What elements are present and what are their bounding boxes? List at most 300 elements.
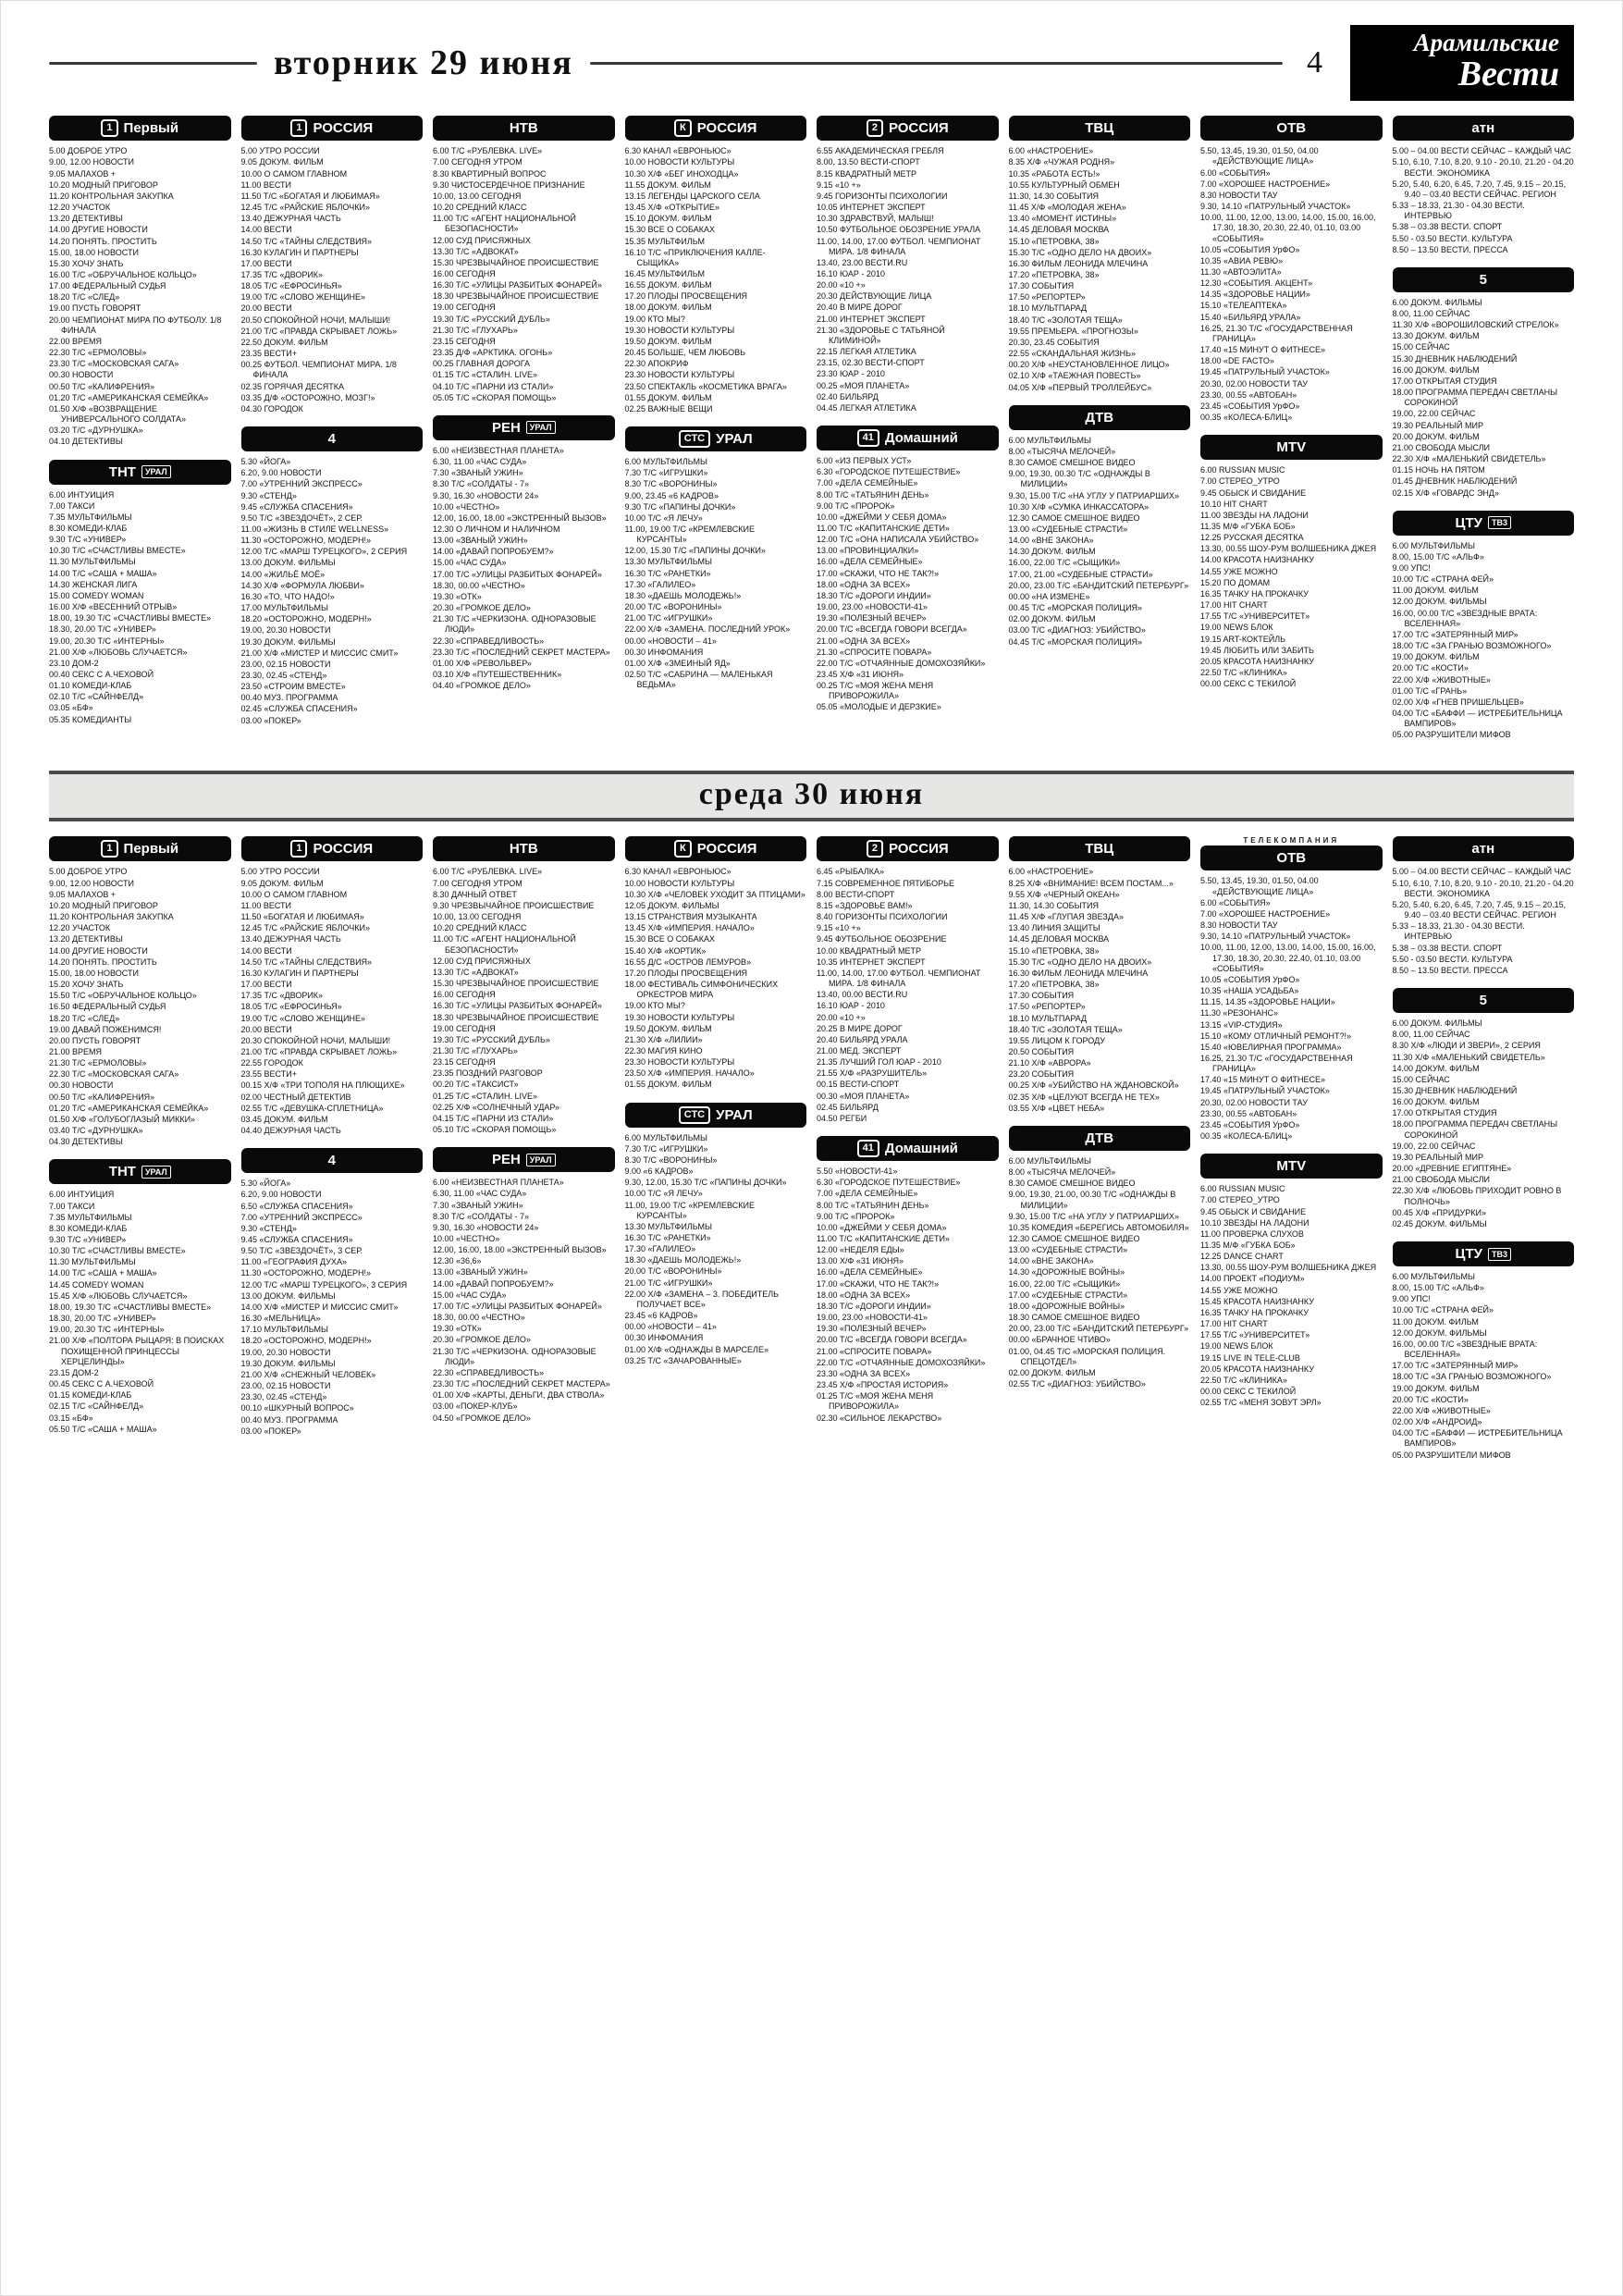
program-line: 10.00 Т/С «СТРАНА ФЕЙ» xyxy=(1392,574,1494,585)
program-line: 10.00 НОВОСТИ КУЛЬТУРЫ xyxy=(624,157,735,167)
program-line: 12.30 САМОЕ СМЕШНОЕ ВИДЕО xyxy=(1008,1234,1140,1243)
program-line: 7.00 СТЕРЕО_УТРО xyxy=(1200,1195,1280,1205)
program-line: 8.15 «ЗДОРОВЬЕ ВАМ!» xyxy=(817,900,913,910)
program-line: 12.00 «НЕДЕЛЯ ЕДЫ» xyxy=(817,1245,904,1255)
channel-header xyxy=(49,460,231,485)
program-line: 6.00 «НАСТРОЕНИЕ» xyxy=(1008,867,1094,877)
program-line: 19.00, 20.30 Т/С «ИНТЕРНЫ» xyxy=(49,1325,165,1335)
channel-header xyxy=(433,116,615,141)
program-line: 17.35 Т/С «ДВОРИК» xyxy=(240,270,324,279)
program-line: 14.00 ДРУГИЕ НОВОСТИ xyxy=(49,225,148,235)
program-line: 13.20 ДЕТЕКТИВЫ xyxy=(49,934,123,944)
program-line: 9.30 ЧРЕЗВЫЧАЙНОЕ ПРОИСШЕСТВИЕ xyxy=(433,900,595,910)
program-line: 23.30 Т/С «ПОСЛЕДНИЙ СЕКРЕТ МАСТЕРА» xyxy=(433,647,610,657)
program-line: 02.45 БИЛЬЯРД xyxy=(817,1102,879,1112)
channel-section xyxy=(1200,836,1383,1142)
program-line: 00.45 СЕКС С А.ЧЕХОВОЙ xyxy=(49,1379,154,1389)
program-line: 9.30, 16.30 «НОВОСТИ 24» xyxy=(433,1222,539,1232)
program-line: 04.50 РЕГБИ xyxy=(817,1113,867,1123)
program-line: 12.20 УЧАСТОК xyxy=(49,203,111,213)
program-line: 21.30 Т/С «ГЛУХАРЬ» xyxy=(433,1045,518,1055)
program-line: 12.00, 16.00, 18.00 «ЭКСТРЕННЫЙ ВЫЗОВ» xyxy=(433,1245,607,1255)
program-line: 05.00 РАЗРУШИТЕЛИ МИФОВ xyxy=(1392,1450,1511,1460)
program-line: 15.20 ПО ДОМАМ xyxy=(1200,577,1271,587)
program-line: 6.00 RUSSIAN MUSIC xyxy=(1200,465,1285,475)
program-line: 18.20 Т/С «СЛЕД» xyxy=(49,1013,120,1023)
program-line: 20.00 Т/С «КОСТИ» xyxy=(1392,663,1469,673)
program-line: 23.35 ВЕСТИ+ xyxy=(240,349,297,359)
program-line: 9.30, 15.00 Т/С «НА УГЛУ У ПАТРИАРШИХ» xyxy=(1008,490,1179,500)
program-line: 00.25 «МОЯ ПЛАНЕТА» xyxy=(817,380,910,390)
program-line: 23.45 «6 КАДРОВ» xyxy=(624,1311,698,1321)
program-line: 18.40 Т/С «ЗОЛОТАЯ ТЕЩА» xyxy=(1008,315,1123,325)
channel-section xyxy=(625,1103,807,1367)
program-line: 23.15, 02.30 ВЕСТИ-СПОРТ xyxy=(817,358,925,368)
program-line: 02.30 «СИЛЬНОЕ ЛЕКАРСТВО» xyxy=(817,1413,942,1423)
program-line: 20.00, 23.00 Т/С «БАНДИТСКИЙ ПЕТЕРБУРГ» xyxy=(1008,1324,1189,1334)
program-line: 12.00, 16.00, 18.00 «ЭКСТРЕННЫЙ ВЫЗОВ» xyxy=(433,512,607,523)
program-line: 20.30, 02.00 НОВОСТИ ТАУ xyxy=(1200,378,1308,389)
program-line: 19.45 «ПАТРУЛЬНЫЙ УЧАСТОК» xyxy=(1200,367,1330,377)
program-line: 17.40 «15 МИНУТ О ФИТНЕСЕ» xyxy=(1200,1075,1326,1085)
program-line: 15.00 СЕЙЧАС xyxy=(1392,342,1450,352)
channel-section xyxy=(1393,116,1575,256)
channel-column xyxy=(1009,836,1191,1472)
program-line: 6.50 «СЛУЖБА СПАСЕНИЯ» xyxy=(240,1201,353,1211)
program-line: 16.00 ДОКУМ. ФИЛЬМ xyxy=(1392,1097,1480,1107)
program-line: 8.00 «ТЫСЯЧА МЕЛОЧЕЙ» xyxy=(1008,1167,1116,1178)
program-line: 13.00 ДОКУМ. ФИЛЬМЫ xyxy=(240,1290,336,1301)
program-line: 9.05 ДОКУМ. ФИЛЬМ xyxy=(240,157,324,167)
program-line: 14.50 Т/С «ТАЙНЫ СЛЕДСТВИЯ» xyxy=(240,957,373,967)
program-line: 01.20 Т/С «АМЕРИКАНСКАЯ СЕМЕЙКА» xyxy=(49,392,209,402)
channel-section xyxy=(241,116,424,415)
program-line: 20.00 Т/С «КОСТИ» xyxy=(1392,1394,1469,1404)
program-line: 5.50 - 03.50 ВЕСТИ. КУЛЬТУРА xyxy=(1392,233,1513,243)
program-line: 17.30 «ГАЛИЛЕО» xyxy=(624,579,696,589)
channel-name: РЕН xyxy=(491,1152,521,1168)
program-line: 9.45 ГОРИЗОНТЫ ПСИХОЛОГИИ xyxy=(817,191,948,201)
program-line: 7.30 «ЗВАНЫЙ УЖИН» xyxy=(433,1200,523,1210)
channel-column xyxy=(49,836,231,1472)
program-line: 11.30, 14.30 СОБЫТИЯ xyxy=(1008,191,1100,201)
program-line: 01.55 ДОКУМ. ФИЛЬМ xyxy=(624,1080,712,1090)
channel-region-badge: УРАЛ xyxy=(526,421,556,434)
program-line: 9.30 Т/С «ПАПИНЫ ДОЧКИ» xyxy=(624,501,736,512)
program-line: 19.00 ДОКУМ. ФИЛЬМ xyxy=(1392,652,1480,662)
program-line: 13.00 Х/Ф «31 ИЮНЯ» xyxy=(817,1256,904,1266)
program-line: 6.00 ИНТУИЦИЯ xyxy=(49,489,115,500)
program-line: 03.00 «ПОКЕР» xyxy=(240,1426,301,1436)
program-line: 01.00 Х/Ф «РЕВОЛЬВЕР» xyxy=(433,658,532,668)
program-line: 22.30 Т/С «МОСКОВСКАЯ САГА» xyxy=(49,1069,179,1080)
program-line: 12.00 Т/С «МАРШ ТУРЕЦКОГО», 2 СЕРИЯ xyxy=(240,547,408,557)
program-line: 22.30 МАГИЯ КИНО xyxy=(624,1045,703,1055)
program-line: 18.30, 00.00 «ЧЕСТНО» xyxy=(433,580,525,590)
program-line: 16.00 Т/С «ОБРУЧАЛЬНОЕ КОЛЬЦО» xyxy=(49,270,197,279)
program-line: 16.10 ЮАР - 2010 xyxy=(817,269,885,278)
channel-header xyxy=(1200,116,1383,141)
program-line: 9.55 Х/Ф «ЧЕРНЫЙ ОКЕАН» xyxy=(1008,889,1120,899)
program-line: 03.10 Х/Ф «ПУТЕШЕСТВЕННИК» xyxy=(433,670,562,679)
program-line: 8.30 КВАРТИРНЫЙ ВОПРОС xyxy=(433,168,547,179)
program-line: 8.30 Х/Ф «ЛЮДИ И ЗВЕРИ», 2 СЕРИЯ xyxy=(1392,1041,1541,1051)
program-line: 14.45 ДЕЛОВАЯ МОСКВА xyxy=(1008,225,1110,235)
program-line: 13.00 «ЗВАНЫЙ УЖИН» xyxy=(433,1267,528,1278)
program-line: 14.00 ВЕСТИ xyxy=(240,945,292,956)
program-line: 6.30, 11.00 «ЧАС СУДА» xyxy=(433,1189,527,1199)
program-line: 13.00 «ПРОВИНЦИАЛКИ» xyxy=(817,546,919,556)
program-line: 8.00 Т/С «ТАТЬЯНИН ДЕНЬ» xyxy=(817,1200,929,1210)
program-line: 16.30 Т/С «РАНЕТКИ» xyxy=(624,568,711,578)
program-line: 8.30 НОВОСТИ ТАУ xyxy=(1200,920,1278,931)
program-line: 20.30, 02.00 НОВОСТИ ТАУ xyxy=(1200,1097,1308,1107)
program-line: 19.00 ДОКУМ. ФИЛЬМ xyxy=(1392,1383,1480,1393)
program-line: 22.50 Т/С «КЛИНИКА» xyxy=(1200,1375,1287,1385)
program-line: 18.20 «ОСТОРОЖНО, МОДЕРН!» xyxy=(240,614,372,624)
program-line: 15.30 ЧРЕЗВЫЧАЙНОЕ ПРОИСШЕСТВИЕ xyxy=(433,979,599,989)
program-line: 16.30 КУЛАГИН И ПАРТНЕРЫ xyxy=(240,247,359,257)
channel-name: ЦТУ xyxy=(1455,514,1482,531)
program-line: 14.00 «ДАВАЙ ПОПРОБУЕМ?» xyxy=(433,1278,554,1289)
program-line: 19.55 ЛИЦОМ К ГОРОДУ xyxy=(1008,1035,1105,1045)
channel-header xyxy=(1200,1154,1383,1179)
program-line: 13.30 Т/С «АДВОКАТ» xyxy=(433,246,519,256)
program-line: 15.20 ХОЧУ ЗНАТЬ xyxy=(49,980,124,990)
program-line: 16.00, 00.00 Т/С «ЗВЕЗДНЫЕ ВРАТА: ВСЕЛЕННАЯ» xyxy=(1392,608,1538,628)
program-line: 17.00 ВЕСТИ xyxy=(240,258,292,268)
program-line: 13.45 Х/Ф «ОТКРЫТИЕ» xyxy=(624,203,720,213)
day2-title: среда 30 июня xyxy=(698,777,925,812)
program-line: 8.30 САМОЕ СМЕШНОЕ ВИДЕО xyxy=(1008,1179,1136,1189)
program-line: 13.40 ДЕЖУРНАЯ ЧАСТЬ xyxy=(240,214,341,224)
program-line: 21.00 «СПРОСИТЕ ПОВАРА» xyxy=(817,1346,932,1356)
channel-header xyxy=(1009,836,1191,861)
channel-column xyxy=(817,116,999,752)
program-line: 21.30 Т/С «ГЛУХАРЬ» xyxy=(433,325,518,335)
program-line: 19.00 NEWS БЛОК xyxy=(1200,1341,1273,1352)
program-line: 20.40 В МИРЕ ДОРОГ xyxy=(817,302,903,313)
program-line: 11.45 Х/Ф «МОЛОДАЯ ЖЕНА» xyxy=(1008,203,1126,213)
program-line: 6.00 «НЕИЗВЕСТНАЯ ПЛАНЕТА» xyxy=(433,445,564,455)
channel-name: Первый xyxy=(123,120,179,137)
program-line: 19.30 РЕАЛЬНЫЙ МИР xyxy=(1392,420,1483,430)
program-line: 17.00 МУЛЬТФИЛЬМЫ xyxy=(240,603,328,613)
program-line: 13.30, 00.55 ШОУ-РУМ ВОЛШЕБНИКА ДЖЕЯ xyxy=(1200,1263,1377,1273)
program-line: 15.00 «ЧАС СУДА» xyxy=(433,1290,507,1300)
program-line: 15.35 МУЛЬТФИЛЬМ xyxy=(624,236,705,246)
program-line: 01.25 Т/С «МОЯ ЖЕНА МЕНЯ ПРИВОРОЖИЛА» xyxy=(817,1391,934,1412)
program-line: 15.10 «ПЕТРОВКА, 38» xyxy=(1008,945,1100,956)
program-line: 18.00 «ДОРОЖНЫЕ ВОЙНЫ» xyxy=(1008,1301,1125,1311)
program-line: 16.00 СЕГОДНЯ xyxy=(433,269,496,278)
program-line: 12.25 DANCE CHART xyxy=(1200,1252,1284,1262)
program-line: 04.00 Т/С «БАФФИ — ИСТРЕБИТЕЛЬНИЦА ВАМПИРОВ» xyxy=(1392,1428,1563,1449)
program-line: 5.50, 13.45, 19.30, 01.50, 04.00 «ДЕЙСТВУЮЩИЕ ЛИЦА» xyxy=(1200,146,1319,167)
program-line: 15.30 Т/С «ОДНО ДЕЛО НА ДВОИХ» xyxy=(1008,247,1152,257)
channel-header xyxy=(1200,846,1383,870)
program-line: 02.00 Х/Ф «ГНЕВ ПРИШЕЛЬЦЕВ» xyxy=(1392,697,1524,707)
program-line: 5.00 УТРО РОССИИ xyxy=(240,146,320,156)
program-line: 18.10 МУЛЬТПАРАД xyxy=(1008,303,1088,314)
program-line: 14.00 «ВНЕ ЗАКОНА» xyxy=(1008,1256,1094,1266)
program-line: 02.25 ВАЖНЫЕ ВЕЩИ xyxy=(624,403,713,414)
program-line: 15.30 ДНЕВНИК НАБЛЮДЕНИЙ xyxy=(1392,353,1518,364)
program-line: 03.00 «ПОКЕР» xyxy=(240,715,301,725)
channel-logo-mark: К xyxy=(674,840,692,858)
program-line: 13.00 «СУДЕБНЫЕ СТРАСТИ» xyxy=(1008,1245,1128,1255)
program-line: 9.30, 12.00, 15.30 Т/С «ПАПИНЫ ДОЧКИ» xyxy=(624,1178,787,1188)
program-line: 17.20 ПЛОДЫ ПРОСВЕЩЕНИЯ xyxy=(624,968,747,978)
channel-column xyxy=(625,836,807,1472)
channel-header xyxy=(625,116,807,141)
program-line: 00.00 «НА ИЗМЕНЕ» xyxy=(1008,591,1090,601)
program-line: 6.30 «ГОРОДСКОЕ ПУТЕШЕСТВИЕ» xyxy=(817,1178,961,1188)
channel-name: ТВЦ xyxy=(1085,841,1114,858)
program-line: 21.00 Х/Ф «СНЕЖНЫЙ ЧЕЛОВЕК» xyxy=(240,1369,376,1379)
program-line: 00.00 «НОВОСТИ – 41» xyxy=(624,636,717,646)
program-line: 8.00, 15.00 Т/С «АЛЬФ» xyxy=(1392,1283,1484,1293)
program-line: 19.00, 22.00 СЕЙЧАС xyxy=(1392,1141,1476,1151)
program-line: 11.00, 14.00, 17.00 ФУТБОЛ. ЧЕМПИОНАТ МИРА. 1/8 ФИНАЛА xyxy=(817,968,981,989)
program-line: 20.50 СПОКОЙНОЙ НОЧИ, МАЛЫШИ! xyxy=(240,315,391,325)
program-line: 10.35 ИНТЕРНЕТ ЭКСПЕРТ xyxy=(817,957,926,967)
program-line: 02.45 ДОКУМ. ФИЛЬМЫ xyxy=(1392,1218,1487,1228)
channel-name: УРАЛ xyxy=(716,1106,753,1123)
program-line: 5.20, 5.40, 6.20, 6.45, 7.20, 7.45, 9.15 – 20.15, 9.40 – 03.40 ВЕСТИ СЕЙЧАС. РЕГИОН xyxy=(1392,899,1567,920)
program-line: 02.00 ЧЕСТНЫЙ ДЕТЕКТИВ xyxy=(240,1092,351,1102)
channel-name: НТВ xyxy=(509,841,538,858)
channel-name: ОТВ xyxy=(1276,850,1307,867)
program-line: 16.30 Т/С «УЛИЦЫ РАЗБИТЫХ ФОНАРЕЙ» xyxy=(433,280,602,290)
program-line: 14.00 КРАСОТА НАИЗНАНКУ xyxy=(1200,555,1314,565)
program-line: 19.00 NEWS БЛОК xyxy=(1200,623,1273,633)
program-line: 17.00 HIT CHART xyxy=(1200,1319,1268,1329)
program-line: 12.30 «36,6» xyxy=(433,1256,482,1266)
program-line: 19.45 «ПАТРУЛЬНЫЙ УЧАСТОК» xyxy=(1200,1086,1330,1096)
program-line: 6.00 ИНТУИЦИЯ xyxy=(49,1190,115,1200)
channel-name: Домашний xyxy=(884,1141,958,1157)
program-line: 18.30 «ДАЕШЬ МОЛОДЕЖЬ!» xyxy=(624,1255,742,1265)
program-line: 11.55 ДОКУМ. ФИЛЬМ xyxy=(624,179,711,190)
program-line: 00.15 Х/Ф «ТРИ ТОПОЛЯ НА ПЛЮЩИХЕ» xyxy=(240,1080,405,1091)
program-line: 9.00 Т/С «ПРОРОК» xyxy=(817,500,895,511)
program-line: 18.00, 19.30 Т/С «СЧАСТЛИВЫ ВМЕСТЕ» xyxy=(49,613,212,623)
channel-section xyxy=(49,116,231,448)
program-line: 5.30 «ЙОГА» xyxy=(240,1179,291,1189)
program-line: 7.35 МУЛЬТФИЛЬМЫ xyxy=(49,512,132,522)
program-line: 02.55 Т/С «МЕНЯ ЗОВУТ ЭРЛ» xyxy=(1200,1398,1322,1408)
program-line: 9.30 Т/С «УНИВЕР» xyxy=(49,1235,127,1244)
channel-column xyxy=(1393,116,1575,752)
program-line: 19.00 КТО МЫ? xyxy=(624,1001,685,1011)
channel-name: ТНТ xyxy=(108,463,136,480)
program-line: 21.00 Х/Ф «ПОЛТОРА РЫЦАРЯ: В ПОИСКАХ ПОХИЩЕННОЙ ПРИНЦЕССЫ ХЕРЦЕЛИНДЫ» xyxy=(49,1336,225,1366)
program-line: 6.00 RUSSIAN MUSIC xyxy=(1200,1184,1285,1194)
program-line: 04.15 Т/С «ПАРНИ ИЗ СТАЛИ» xyxy=(433,1113,554,1123)
program-line: 15.30 ВСЕ О СОБАКАХ xyxy=(624,225,715,235)
program-line: 8.30 Т/С «СОЛДАТЫ - 7» xyxy=(433,1211,529,1221)
program-line: 14.30 Х/Ф «ФОРМУЛА ЛЮБВИ» xyxy=(240,580,364,590)
channel-header xyxy=(241,836,424,861)
program-line: 20.30, 23.45 СОБЫТИЯ xyxy=(1008,337,1100,347)
program-line: 14.30 ЖЕНСКАЯ ЛИГА xyxy=(49,579,138,589)
program-line: 02.50 Т/С «САБРИНА — МАЛЕНЬКАЯ ВЕДЬМА» xyxy=(624,670,773,690)
header-rule-right xyxy=(590,62,1283,65)
program-line: 23.45 Х/Ф «31 ИЮНЯ» xyxy=(817,670,904,679)
program-line: 7.15 СОВРЕМЕННОЕ ПЯТИБОРЬЕ xyxy=(817,878,954,888)
program-line: 9.50 Т/С «ЗВЕЗДОЧЁТ», 3 СЕР. xyxy=(240,1246,363,1256)
channel-name: УРАЛ xyxy=(716,431,753,448)
program-line: 19.50 ДОКУМ. ФИЛЬМ xyxy=(624,1023,712,1033)
program-line: 00.40 МУЗ. ПРОГРАММА xyxy=(240,1414,338,1425)
program-line: 18.40 Т/С «ЗОЛОТАЯ ТЕЩА» xyxy=(1008,1024,1123,1034)
program-line: 6.30, 11.00 «ЧАС СУДА» xyxy=(433,457,527,467)
program-line: 12.00 Т/С «ОНА НАПИСАЛА УБИЙСТВО» xyxy=(817,535,979,545)
program-line: 00.35 «КОЛЕСА-БЛИЦ» xyxy=(1200,1131,1293,1142)
program-line: 17.30 СОБЫТИЯ xyxy=(1008,281,1075,291)
program-line: 19.00 СЕГОДНЯ xyxy=(433,1023,496,1033)
program-line: 16.00, 22.00 Т/С «СЫЩИКИ» xyxy=(1008,1278,1121,1289)
program-line: 8.30 КОМЕДИ-КЛАБ xyxy=(49,523,128,533)
program-line: 17.00 «СУДЕБНЫЕ СТРАСТИ» xyxy=(1008,1290,1128,1300)
program-line: 01.50 Х/Ф «ГОЛУБОГЛАЗЫЙ МИККИ» xyxy=(49,1114,196,1124)
program-line: 16.00 «ДЕЛА СЕМЕЙНЫЕ» xyxy=(817,557,923,567)
program-line: 9.00, 19.30, 21.00, 00.30 Т/С «ОДНАЖДЫ В МИЛИЦИИ» xyxy=(1008,1190,1176,1210)
program-line: 18.00 «DE FACTO» xyxy=(1200,356,1274,366)
program-line: 03.00 «ПОКЕР-КЛУБ» xyxy=(433,1401,518,1412)
program-line: 19.30 РЕАЛЬНЫЙ МИР xyxy=(1392,1152,1483,1162)
program-line: 02.00 Х/Ф «АНДРОИД» xyxy=(1392,1417,1482,1427)
program-line: 12.00 ДОКУМ. ФИЛЬМЫ xyxy=(1392,597,1487,607)
program-line: 19.30 «ПОЛЕЗНЫЙ ВЕЧЕР» xyxy=(817,1324,927,1334)
channel-region-badge: УРАЛ xyxy=(141,465,171,478)
program-line: 11.00 ВЕСТИ xyxy=(240,179,292,190)
program-line: 21.00 Т/С «ИГРУШКИ» xyxy=(624,613,713,623)
channel-section xyxy=(625,426,807,691)
program-line: 14.00 ПРОЕКТ «ПОДИУМ» xyxy=(1200,1274,1305,1284)
program-line: 01.55 ДОКУМ. ФИЛЬМ xyxy=(624,392,712,402)
program-line: 11.20 КОНТРОЛЬНАЯ ЗАКУПКА xyxy=(49,191,174,201)
program-line: 21.00 Х/Ф «ЛЮБОВЬ СЛУЧАЕТСЯ» xyxy=(49,647,188,657)
program-line: 22.30 Х/Ф «ЛЮБОВЬ ПРИХОДИТ РОВНО В ПОЛНОЧЬ» xyxy=(1392,1186,1562,1206)
program-line: 7.00 «ХОРОШЕЕ НАСТРОЕНИЕ» xyxy=(1200,179,1331,189)
program-line: 5.00 ДОБРОЕ УТРО xyxy=(49,867,128,877)
program-line: 03.35 Д/Ф «ОСТОРОЖНО, МОЗГ!» xyxy=(240,392,375,402)
program-line: 10.10 ЗВЕЗДЫ НА ЛАДОНИ xyxy=(1200,1217,1309,1228)
channel-section xyxy=(241,836,424,1137)
program-line: 21.30 Х/Ф «ЛИЛИИ» xyxy=(624,1034,703,1044)
program-line: 16.30 ФИЛЬМ ЛЕОНИДА МЛЕЧИНА xyxy=(1008,968,1149,978)
program-line: 13.15 ЛЕГЕНДЫ ЦАРСКОГО СЕЛА xyxy=(624,191,760,201)
program-line: 6.00 «СОБЫТИЯ» xyxy=(1200,897,1271,907)
channel-section xyxy=(1009,116,1191,393)
program-line: 01.25 Т/С «СТАЛИН. LIVE» xyxy=(433,1091,538,1101)
program-line: 21.00 «ОДНА ЗА ВСЕХ» xyxy=(817,636,911,646)
program-line: 5.00 ДОБРОЕ УТРО xyxy=(49,146,128,156)
program-line: 16.35 ТАЧКУ НА ПРОКАЧКУ xyxy=(1200,1307,1309,1317)
program-line: 14.00 «ВНЕ ЗАКОНА» xyxy=(1008,536,1094,546)
channel-name: НТВ xyxy=(509,120,538,137)
program-line: 22.00 Т/С «ОТЧАЯННЫЕ ДОМОХОЗЯЙКИ» xyxy=(817,1357,986,1367)
program-line: 20.00, 23.00 Т/С «БАНДИТСКИЙ ПЕТЕРБУРГ» xyxy=(1008,580,1189,590)
program-line: 00.20 Х/Ф «НЕУСТАНОВЛЕННОЕ ЛИЦО» xyxy=(1008,360,1170,370)
program-line: 23.35 Д/Ф «АРКТИКА. ОГОНЬ» xyxy=(433,348,553,358)
program-line: 9.45 «СЛУЖБА СПАСЕНИЯ» xyxy=(240,501,353,512)
newspaper-name-line2: Вести xyxy=(1457,54,1559,93)
program-line: 21.00 Т/С «ПРАВДА СКРЫВАЕТ ЛОЖЬ» xyxy=(240,326,398,336)
program-line: 6.00 Т/С «РУБЛЕВКА. LIVE» xyxy=(433,867,543,877)
program-line: 00.35 «КОЛЕСА-БЛИЦ» xyxy=(1200,413,1293,423)
channel-logo-mark: 1 xyxy=(290,119,307,137)
program-line: 21.30 «СПРОСИТЕ ПОВАРА» xyxy=(817,647,932,657)
channel-header xyxy=(1200,435,1383,460)
program-line: 20.30 ДЕЙСТВУЮЩИЕ ЛИЦА xyxy=(817,291,932,302)
page-number: 4 xyxy=(1307,45,1322,80)
program-line: 16.55 Д/С «ОСТРОВ ЛЕМУРОВ» xyxy=(624,957,752,967)
program-line: 22.50 ДОКУМ. ФИЛЬМ xyxy=(240,337,328,347)
program-line: 5.00 – 04.00 ВЕСТИ СЕЙЧАС – КАЖДЫЙ ЧАС xyxy=(1392,146,1571,156)
program-line: 23.15 СЕГОДНЯ xyxy=(433,336,496,346)
channel-logo-mark: 41 xyxy=(857,429,879,447)
channel-section xyxy=(817,116,999,414)
program-line: 00.20 Т/С «ТАКСИСТ» xyxy=(433,1080,519,1090)
channel-section xyxy=(49,460,231,726)
program-line: 16.35 ТАЧКУ НА ПРОКАЧКУ xyxy=(1200,588,1309,599)
program-line: 5.50 «НОВОСТИ-41» xyxy=(817,1167,898,1177)
program-line: 8.35 Х/Ф «ЧУЖАЯ РОДНЯ» xyxy=(1008,157,1115,167)
program-line: 03.15 «БФ» xyxy=(49,1413,93,1423)
program-line: 19.30 Т/С «РУССКИЙ ДУБЛЬ» xyxy=(433,1034,550,1044)
program-line: 13.15 СТРАНСТВИЯ МУЗЫКАНТА xyxy=(624,912,757,922)
program-line: 19.30 Т/С «РУССКИЙ ДУБЛЬ» xyxy=(433,314,550,324)
program-line: 11.15, 14.35 «ЗДОРОВЬЕ НАЦИИ» xyxy=(1200,997,1335,1007)
program-line: 12.45 Т/С «РАЙСКИЕ ЯБЛОЧКИ» xyxy=(240,203,370,213)
program-line: 9.00, 12.00 НОВОСТИ xyxy=(49,157,134,167)
program-line: 23.20 СОБЫТИЯ xyxy=(1008,1069,1075,1080)
program-line: 9.15 «10 +» xyxy=(817,923,861,933)
program-line: 19.00, 20.30 НОВОСТИ xyxy=(240,1347,331,1357)
program-line: 21.30 Т/С «ЧЕРКИЗОНА. ОДНОРАЗОВЫЕ ЛЮДИ» xyxy=(433,1346,596,1366)
channel-logo-mark: 2 xyxy=(867,840,883,858)
program-line: 11.30 МУЛЬТФИЛЬМЫ xyxy=(49,557,136,567)
day2-divider xyxy=(49,771,1574,821)
program-line: 19.00, 23.00 «НОВОСТИ-41» xyxy=(817,602,928,612)
page-header xyxy=(49,25,1574,101)
program-line: 11.50 Т/С «БОГАТАЯ И ЛЮБИМАЯ» xyxy=(240,191,380,201)
channel-name: MTV xyxy=(1276,1158,1307,1175)
program-line: 18.30 ЧРЕЗВЫЧАЙНОЕ ПРОИСШЕСТВИЕ xyxy=(433,1012,599,1022)
program-line: 11.30 Х/Ф «ВОРОШИЛОВСКИЙ СТРЕЛОК» xyxy=(1392,320,1559,330)
program-line: 00.00 «НОВОСТИ – 41» xyxy=(624,1322,717,1332)
program-line: 13.40 ЛИНИЯ ЗАЩИТЫ xyxy=(1008,923,1100,933)
program-line: 03.00 Т/С «ДИАГНОЗ: УБИЙСТВО» xyxy=(1008,625,1146,636)
program-line: 6.00 МУЛЬТФИЛЬМЫ xyxy=(624,1132,707,1142)
program-line: 21.30 «ЗДОРОВЬЕ С ТАТЬЯНОЙ КЛИМИНОЙ» xyxy=(817,325,945,345)
channel-section xyxy=(241,1148,424,1438)
program-line: 19.50 ДОКУМ. ФИЛЬМ xyxy=(624,336,712,346)
program-line: 20.00 Т/С «ВСЕГДА ГОВОРИ ВСЕГДА» xyxy=(817,624,967,635)
program-line: 03.45 ДОКУМ. ФИЛЬМ xyxy=(240,1114,328,1124)
program-line: 18.30 ЧРЕЗВЫЧАЙНОЕ ПРОИСШЕСТВИЕ xyxy=(433,291,599,302)
channel-column xyxy=(433,116,615,752)
program-line: 8.00 ВЕСТИ-СПОРТ xyxy=(817,889,895,899)
program-line: 14.00 ВЕСТИ xyxy=(240,225,292,235)
program-line: 16.50 ФЕДЕРАЛЬНЫЙ СУДЬЯ xyxy=(49,1002,166,1012)
channel-name: Домашний xyxy=(884,430,958,447)
program-line: 10.20 СРЕДНИЙ КЛАСС xyxy=(433,923,527,933)
channel-section xyxy=(1009,836,1191,1114)
